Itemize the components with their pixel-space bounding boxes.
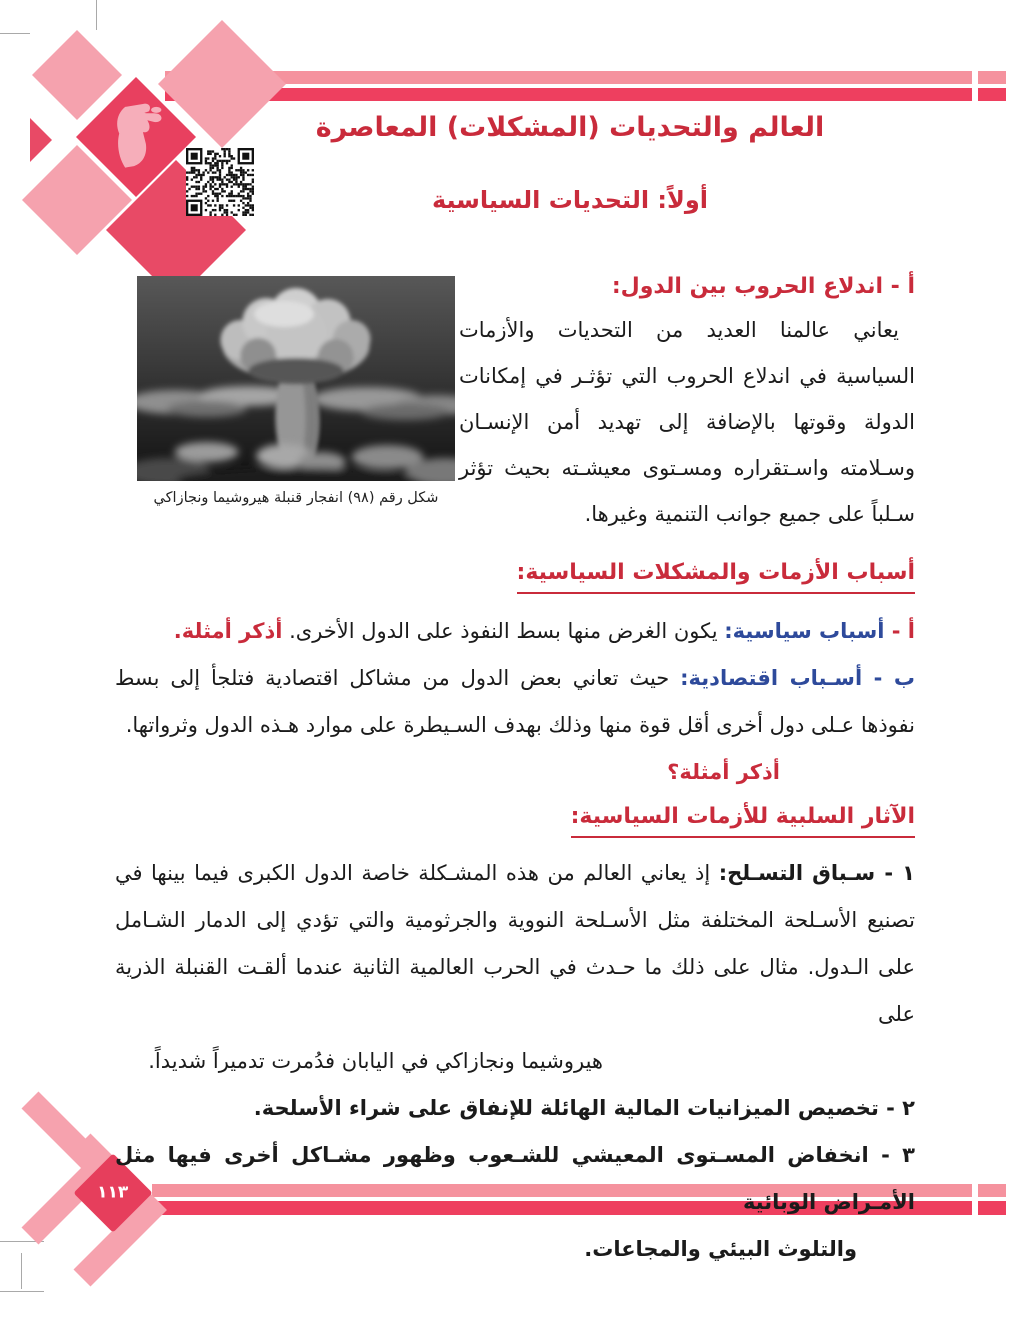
effect-item-arms-race [115,850,915,1038]
cause-item-economic [115,655,915,749]
effect-item-arms-race-lastline: هيروشيما ونجازاكي في اليابان فدُمرت تدميراً شديداً. [148,1049,603,1073]
item-lead: ب - أسـباب اقتصادية: [680,666,916,690]
item-lead: ١ - سـباق التسـلح: [718,861,915,885]
item-body: إذ يعاني العالم من هذه المشـكلة خاصة الدول الكبرى فيما بينها في تصنيع الأسـلحة المختلفة مثل الأسـلحة النووية والجرثومية والتي تؤدي إلى الدمار الشـامل على الـدول. مثال على ذلك ما حـدث في الحرب العالمية الثانية عندما ألقـت القنبلة الذرية على [115,861,915,1026]
top-stripe-end-square [978,88,1006,101]
item-marker: أ - [884,619,915,643]
top-stripe-end-square [978,71,1006,84]
cause-item-economic-action: أذكر أمثلة؟ [667,760,780,784]
item-body: حيث تعاني بعض الدول من مشاكل اقتصادية فتلجأ إلى بسط نفوذها عـلى دول أخرى أقل قوة منها وذلك بهدف السـيطرة على موارد هـذه الدول وثرواتها. [115,666,915,737]
causes-heading: أسباب الأزمات والمشكلات السياسية: [115,560,915,594]
figure-caption: شكل رقم (٩٨) انفجار قنبلة هيروشيما ونجازاكي [153,490,439,506]
item-body: يكون الغرض منها بسط النفوذ على الدول الأخرى. [282,619,725,643]
effect-item-budgets: ٢ - تخصيص الميزانيات المالية الهائلة للإنفاق على شراء الأسلحة. [253,1096,915,1120]
effect-item-living-standards: ٣ - انخفاض المسـتوى المعيشي للشـعوب وظهور مشـاكل أخرى فيها مثل الأمـراض الوبائية [115,1143,915,1214]
item-action: أذكر أمثلة. [173,619,283,643]
figure [137,276,455,506]
qr-code [186,148,254,216]
bottom-stripe-end-square [978,1184,1006,1197]
war-section-heading: أ - اندلاع الحروب بين الدول: [611,274,915,299]
causes-section [115,560,915,796]
effect-item-living-standards-lastline: والتلوث البيئي والمجاعات. [584,1237,857,1261]
bottom-stripe-end-square [978,1201,1006,1215]
page-number: ١١٣ [97,1182,129,1203]
chevron-shape [30,1100,98,1236]
page-subtitle: أولاً: التحديات السياسية [431,186,709,214]
cause-item-political [115,608,915,655]
war-section-paragraph: يعاني عالمنا العديد من التحديات والأزمات السياسية في اندلاع الحروب التي تؤثـر في إمكانات الدولة وقوتها بالإضافة إلى تهديد أمن الإنسـان وسـلامته واسـتقراره ومسـتوى معيشـته بحيث تؤثر سـلباً على جميع جوانب التنمية وغيرها. [459,318,915,526]
triangle-shape [30,118,52,162]
war-section [459,274,915,537]
page-title: العالم والتحديات (المشكلات) المعاصرة [315,112,825,143]
effects-heading: الآثار السلبية للأزمات السياسية: [115,804,915,838]
item-lead: أسباب سياسية: [724,619,885,643]
effects-section [115,804,915,1273]
nuclear-mushroom-cloud-photo [137,276,455,481]
